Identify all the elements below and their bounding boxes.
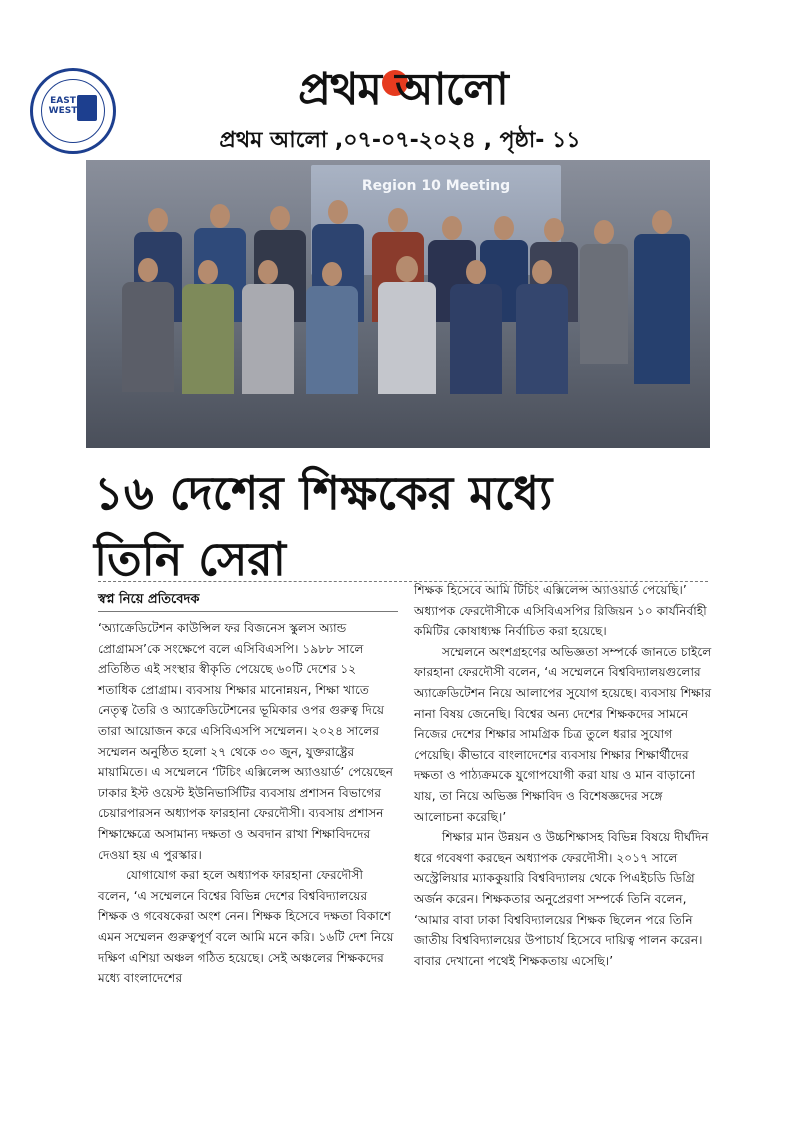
person-head <box>138 258 158 282</box>
newspaper-masthead <box>258 60 548 124</box>
person-body <box>242 284 294 394</box>
byline: স্বপ্ন নিয়ে প্রতিবেদক <box>98 592 200 607</box>
dateline: প্রথম আলো ,০৭-০৭-২০২৪ , পৃষ্ঠা- ১১ <box>219 128 581 153</box>
person-body <box>516 284 568 394</box>
byline-divider <box>98 611 398 612</box>
masthead-name: প্রথম আলো <box>298 64 508 115</box>
person-head <box>594 220 614 244</box>
person-body <box>182 284 234 394</box>
article-headline <box>94 460 734 592</box>
article-column-2 <box>414 580 714 971</box>
paragraph: শিক্ষার মান উন্নয়ন ও উচ্চশিক্ষাসহ বিভিন্ন বিষয়ে দীর্ঘদিন ধরে গবেষণা করছেন অধ্যাপক ফেরদৌসী। ২০১৭ সালে অস্ট্রেলিয়ার ম্যাককুয়ারি বিশ্ববিদ্যালয় থেকে পিএইচডি ডিগ্রি অর্জন করেন। শিক্ষকতার অনুপ্রেরণা সম্পর্কে তিনি বলেন, ‘আমার বাবা ঢাকা বিশ্ববিদ্যালয়ের শিক্ষক ছিলেন পরে তিনি জাতীয় বিশ্ববিদ্যালয়ের উপাচার্য হিসেবে দায়িত্ব পালন করেন। বাবার দেখানো পথেই শিক্ষকতায় এসেছি।’ <box>414 830 709 968</box>
person-head <box>328 200 348 224</box>
person-body <box>378 282 436 394</box>
article-column-1 <box>98 618 398 989</box>
person-body <box>580 244 628 364</box>
person-head <box>442 216 462 240</box>
person-head <box>652 210 672 234</box>
paragraph: শিক্ষক হিসেবে আমি টিচিং এক্সিলেন্স অ্যাওয়ার্ড পেয়েছি।’ অধ্যাপক ফেরদৌসীকে এসিবিএসপির রিজিয়ন ১০ কার্যনির্বাহী কমিটির কোষাধ্যক্ষ নির্বাচিত করা হয়েছে। <box>414 583 707 639</box>
person-body <box>634 234 690 384</box>
person-head <box>494 216 514 240</box>
headline-line-1: ১৬ দেশের শিক্ষকের মধ্যে <box>94 466 553 520</box>
person-body <box>122 282 174 392</box>
seal-university-text: EAST WEST <box>48 96 78 116</box>
person-head <box>532 260 552 284</box>
banner-text: Region 10 Meeting <box>361 178 511 194</box>
book-icon <box>77 95 97 121</box>
person-head <box>322 262 342 286</box>
person-head <box>198 260 218 284</box>
headline-line-2: তিনি সেরা <box>94 532 286 586</box>
paragraph: যোগাযোগ করা হলে অধ্যাপক ফারহানা ফেরদৌসী বলেন, ‘এ সম্মেলনে বিশ্বের বিভিন্ন দেশের বিশ্ববিদ্যালয়ের শিক্ষক ও গবেষকেরা অংশ নেন। শিক্ষক হিসেবে দক্ষতা বিকাশে এমন সম্মেলন গুরুত্বপূর্ণ বলে আমি মনে করি। ১৬টি দেশ নিয়ে দক্ষিণ এশিয়া অঞ্চল গঠিত হয়েছে। সেই অঞ্চলের শিক্ষকদের মধ্যে বাংলাদেশের <box>98 868 394 986</box>
person-head <box>396 256 418 282</box>
person-head <box>258 260 278 284</box>
paragraph: সম্মেলনে অংশগ্রহণের অভিজ্ঞতা সম্পর্কে জানতে চাইলে ফারহানা ফেরদৌসী বলেন, ‘এ সম্মেলনে বিশ্ববিদ্যালয়গুলোর অ্যাক্রেডিটেশন নিয়ে আলাপের সুযোগ হয়েছে। ব্যবসায় শিক্ষার নানা বিষয় জেনেছি। বিশ্বের অন্য দেশের শিক্ষকদের সামনে নিজের দেশের শিক্ষার সামগ্রিক চিত্র তুলে ধরার সুযোগ পেয়েছি। কীভাবে বাংলাদেশের ব্যবসায় শিক্ষার শিক্ষার্থীদের দক্ষতা ও পাঠ্যক্রমকে যুগোপযোগী করা যায় ও মান বাড়ানো যায়, তা নিয়ে অভিজ্ঞ শিক্ষাবিদ ও বিশেষজ্ঞদের সঙ্গে আলোচনা করেছি।’ <box>414 644 712 824</box>
library-seal-logo <box>30 68 116 154</box>
group-photo <box>86 160 710 448</box>
person-head <box>544 218 564 242</box>
person-head <box>210 204 230 228</box>
person-body <box>306 286 358 394</box>
person-head <box>466 260 486 284</box>
person-body <box>450 284 502 394</box>
person-head <box>270 206 290 230</box>
person-head <box>388 208 408 232</box>
person-head <box>148 208 168 232</box>
paragraph: ‘অ্যাক্রেডিটেশন কাউন্সিল ফর বিজনেস স্কুলস অ্যান্ড প্রোগ্রামস’কে সংক্ষেপে বলে এসিবিএসপি। ১৯৮৮ সালে প্রতিষ্ঠিত এই সংস্থার স্বীকৃতি পেয়েছে ৬০টি দেশের ১২ শতাধিক প্রোগ্রাম। ব্যবসায় শিক্ষার মানোন্নয়ন, শিক্ষা খাতে নেতৃত্ব তৈরি ও অ্যাক্রেডিটেশনের ভূমিকার ওপর গুরুত্ব দিয়ে তারা আয়োজন করে এসিবিএসপি সম্মেলন। ২০২৪ সালের সম্মেলন অনুষ্ঠিত হলো ২৭ থেকে ৩০ জুন, যুক্তরাষ্ট্রের মায়ামিতে। এ সম্মেলনে ‘টিচিং এক্সিলেন্স অ্যাওয়ার্ড’ পেয়েছেন ঢাকার ইস্ট ওয়েস্ট ইউনিভার্সিটির ব্যবসায় প্রশাসন বিভাগের চেয়ারপারসন অধ্যাপক ফারহানা ফেরদৌসী। ব্যবসায় প্রশাসন শিক্ষাক্ষেত্রে অসামান্য দক্ষতা ও অবদান রাখা শিক্ষাবিদদের দেওয়া হয় এ পুরস্কার। <box>98 621 394 862</box>
